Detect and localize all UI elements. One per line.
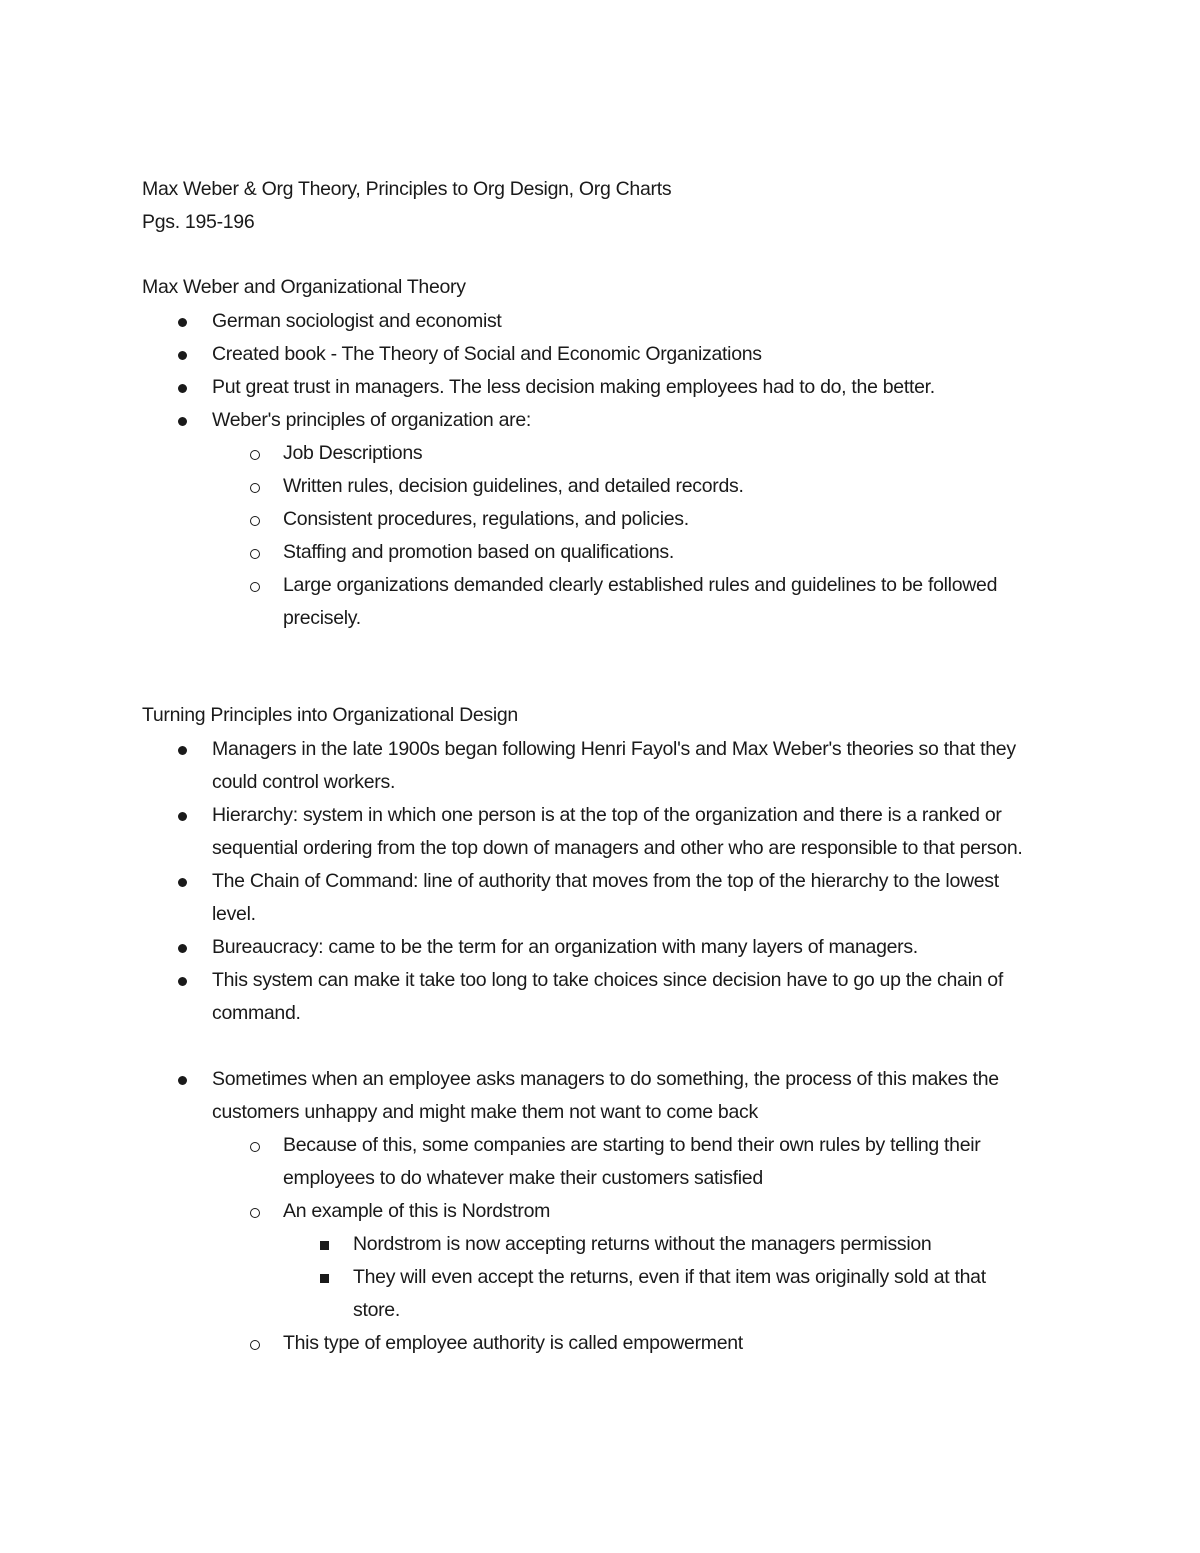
bullet-square — [320, 1274, 329, 1283]
bullet-circle — [250, 516, 260, 526]
bullet-circle — [250, 483, 260, 493]
bullet-dot — [178, 1076, 187, 1085]
sub-list-item: Consistent procedures, regulations, and policies. — [283, 508, 689, 530]
sub-list-item: This type of employee authority is called empowerment — [283, 1332, 743, 1354]
sub-list-item-continued: precisely. — [283, 607, 361, 629]
sub-list-item: Written rules, decision guidelines, and detailed records. — [283, 475, 744, 497]
sub-sub-list-item: Nordstrom is now accepting returns without the managers permission — [353, 1233, 932, 1255]
page-reference: Pgs. 195-196 — [142, 211, 255, 233]
bullet-circle — [250, 1340, 260, 1350]
sub-list-item: An example of this is Nordstrom — [283, 1200, 551, 1222]
list-item: Created book - The Theory of Social and Economic Organizations — [212, 343, 762, 365]
list-item: This system can make it take too long to take choices since decision have to go up the chain of — [212, 969, 1003, 991]
list-item-continued: level. — [212, 903, 256, 925]
bullet-circle — [250, 1208, 260, 1218]
bullet-dot — [178, 944, 187, 953]
list-item-continued: could control workers. — [212, 771, 396, 793]
sub-list-item: Because of this, some companies are starting to bend their own rules by telling their — [283, 1134, 981, 1156]
sub-list-item: Staffing and promotion based on qualifications. — [283, 541, 674, 563]
document-title: Max Weber & Org Theory, Principles to Org Design, Org Charts — [142, 178, 672, 200]
list-item-continued: command. — [212, 1002, 301, 1024]
list-item: The Chain of Command: line of authority that moves from the top of the hierarchy to the lowest — [212, 870, 999, 892]
list-item: Bureaucracy: came to be the term for an organization with many layers of managers. — [212, 936, 918, 958]
sub-sub-list-item: They will even accept the returns, even if that item was originally sold at that — [353, 1266, 986, 1288]
bullet-square — [320, 1241, 329, 1250]
sub-list-item: Large organizations demanded clearly established rules and guidelines to be followed — [283, 574, 998, 596]
section-heading-design: Turning Principles into Organizational Design — [142, 704, 518, 726]
bullet-dot — [178, 417, 187, 426]
bullet-circle — [250, 549, 260, 559]
bullet-dot — [178, 318, 187, 327]
bullet-circle — [250, 450, 260, 460]
bullet-circle — [250, 582, 260, 592]
bullet-dot — [178, 812, 187, 821]
sub-list-item-continued: employees to do whatever make their customers satisfied — [283, 1167, 763, 1189]
list-item: Hierarchy: system in which one person is at the top of the organization and there is a ranked or — [212, 804, 1002, 826]
list-item-continued: sequential ordering from the top down of managers and other who are responsible to that person. — [212, 837, 1023, 859]
sub-list-item: Job Descriptions — [283, 442, 423, 464]
list-item: Put great trust in managers. The less decision making employees had to do, the better. — [212, 376, 935, 398]
bullet-dot — [178, 384, 187, 393]
bullet-circle — [250, 1142, 260, 1152]
bullet-dot — [178, 977, 187, 986]
list-item: Weber's principles of organization are: — [212, 409, 532, 431]
section-heading-weber: Max Weber and Organizational Theory — [142, 276, 466, 298]
list-item-continued: customers unhappy and might make them not want to come back — [212, 1101, 758, 1123]
sub-sub-list-item-continued: store. — [353, 1299, 400, 1321]
list-item: German sociologist and economist — [212, 310, 502, 332]
list-item: Sometimes when an employee asks managers to do something, the process of this makes the — [212, 1068, 999, 1090]
list-item: Managers in the late 1900s began following Henri Fayol's and Max Weber's theories so that they — [212, 738, 1016, 760]
bullet-dot — [178, 878, 187, 887]
bullet-dot — [178, 351, 187, 360]
bullet-dot — [178, 746, 187, 755]
